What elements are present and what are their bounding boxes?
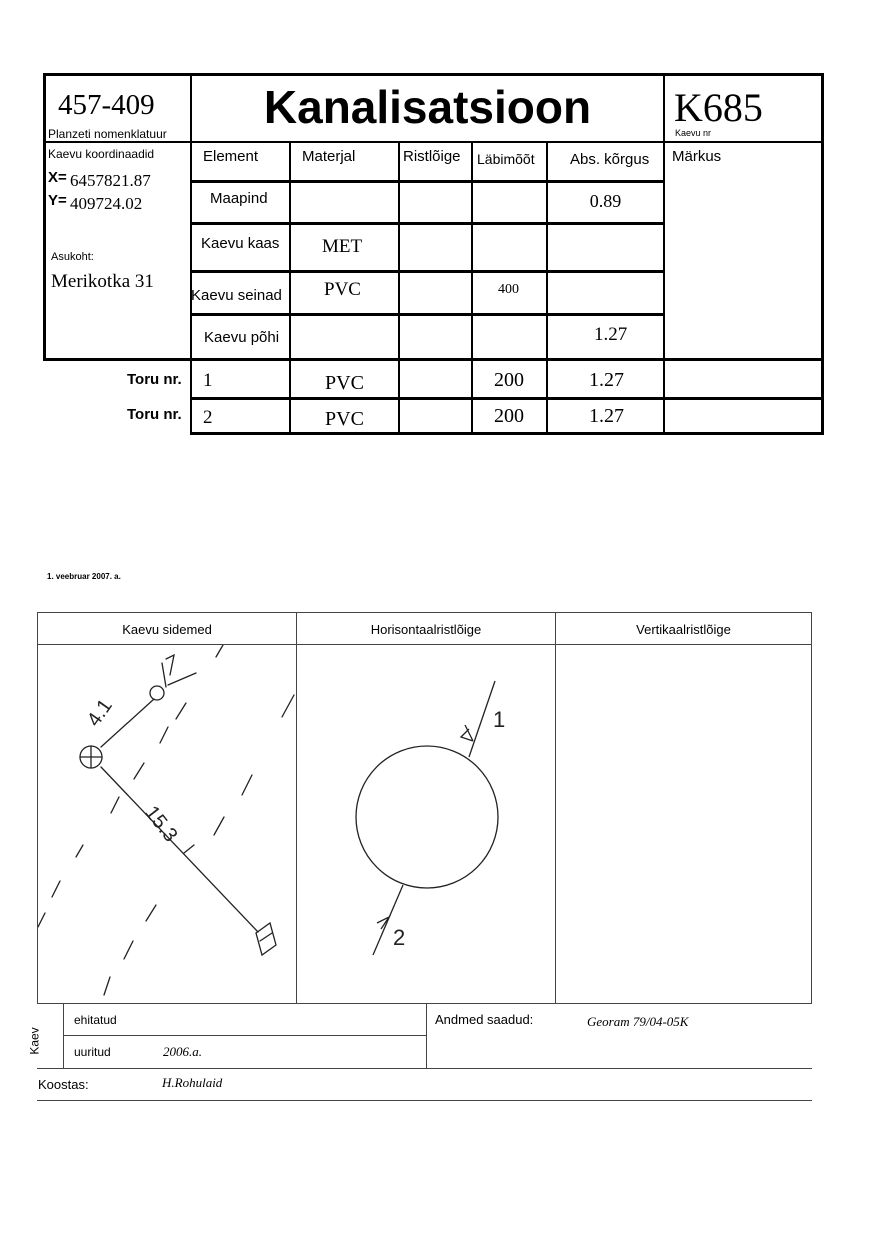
compiled-value: H.Rohulaid [162,1075,223,1090]
row-divider-1 [190,180,665,183]
row-divider-3 [190,270,665,273]
compiled-label: Koostas: [38,1077,89,1092]
header-remarks: Märkus [672,148,722,165]
pipe-label: Toru nr. [127,406,182,423]
row-abs-height: 0.89 [589,191,622,211]
built-label: ehitatud [74,1013,117,1027]
pipe-diameter: 200 [494,369,524,391]
y-label: Y= [48,192,67,209]
table-border-bottom [190,432,824,435]
sketch-border-bottom [37,1003,812,1004]
col-divider-remarks [663,73,665,435]
footer-divider [37,1068,812,1069]
row-divider-4 [190,313,665,316]
well-circle [356,746,498,888]
table-border-mid [43,358,824,361]
pipe-number: 1 [203,370,213,391]
table-border-right [821,73,824,435]
sketch-col1-title: Kaevu sidemed [122,622,212,637]
table-border-top [43,73,824,76]
pipe-label: Toru nr. [127,371,182,388]
nomenclature-value: 457-409 [58,89,155,121]
col-divider-4 [471,141,473,435]
row-material: MET [322,236,363,257]
well-connections-sketch [38,645,296,1003]
sketch-col3-title: Vertikaalristlõige [636,622,731,637]
document-date: 1. veebruar 2007. a. [47,572,121,581]
pipe-diameter: 200 [494,405,524,427]
coordinates-label: Kaevu koordinaadid [48,147,155,161]
location-label: Asukoht: [51,251,94,263]
table-border-left [43,73,46,361]
side-label: Kaev [27,1027,42,1055]
x-value: 6457821.87 [70,171,151,190]
nomenclature-label: Planzeti nomenklatuur [48,127,167,141]
pipe-abs-height: 1.27 [589,405,624,427]
pipe-row-divider [190,397,824,400]
sketch-col-divider-2 [555,612,556,1004]
surveyed-value: 2006.a. [163,1044,202,1059]
sketch-col2-title: Horisontaalristlõige [370,622,482,637]
row-divider-2 [190,222,665,225]
surveyed-label: uuritud [74,1045,111,1059]
y-value: 409724.02 [70,194,143,213]
pipe-material: PVC [325,372,364,394]
row-diameter: 400 [498,282,519,297]
footer-side-divider [63,1004,64,1068]
annotation-15-3: 15.3 [140,801,182,847]
pipe-label-2: 2 [393,925,406,950]
annotation-4-1: 4.1 [82,695,117,731]
data-received-value: Georam 79/04-05K [587,1014,689,1029]
data-received-label: Andmed saadud: [435,1012,534,1027]
sketch-border-right [811,612,812,1004]
header-material: Materjal [302,148,356,165]
row-element: Maapind [210,190,268,207]
header-cross-section: Ristlõige [403,148,461,165]
pipe-number: 2 [203,407,213,428]
pipe-label-1: 1 [493,707,506,732]
header-abs-height: Abs. kõrgus [570,151,650,168]
well-number-label: Kaevu nr [675,128,712,138]
footer-bottom-line [37,1100,812,1101]
row-abs-height: 1.27 [594,324,628,345]
col-divider-5 [546,141,548,435]
row-material: PVC [324,279,361,300]
page-title: Kanalisatsioon [263,81,592,133]
row-element: Kaevu seinad [191,287,282,304]
header-divider [43,141,824,143]
row-element: Kaevu kaas [201,235,280,252]
horizontal-cross-section-sketch [297,645,555,1003]
well-number-value: K685 [674,85,763,130]
row-element: Kaevu põhi [204,329,280,346]
sketch-border-top [37,612,812,613]
x-label: X= [48,169,67,186]
location-value: Merikotka 31 [51,271,154,292]
header-diameter: Läbimõõt [477,151,535,167]
pipe-abs-height: 1.27 [589,369,624,391]
col-divider-3 [398,141,400,435]
col-divider-2 [289,141,291,435]
footer-mid-divider [426,1004,427,1068]
header-element: Element [203,148,259,165]
footer-row-divider [63,1035,426,1036]
pipe-material: PVC [325,408,364,430]
